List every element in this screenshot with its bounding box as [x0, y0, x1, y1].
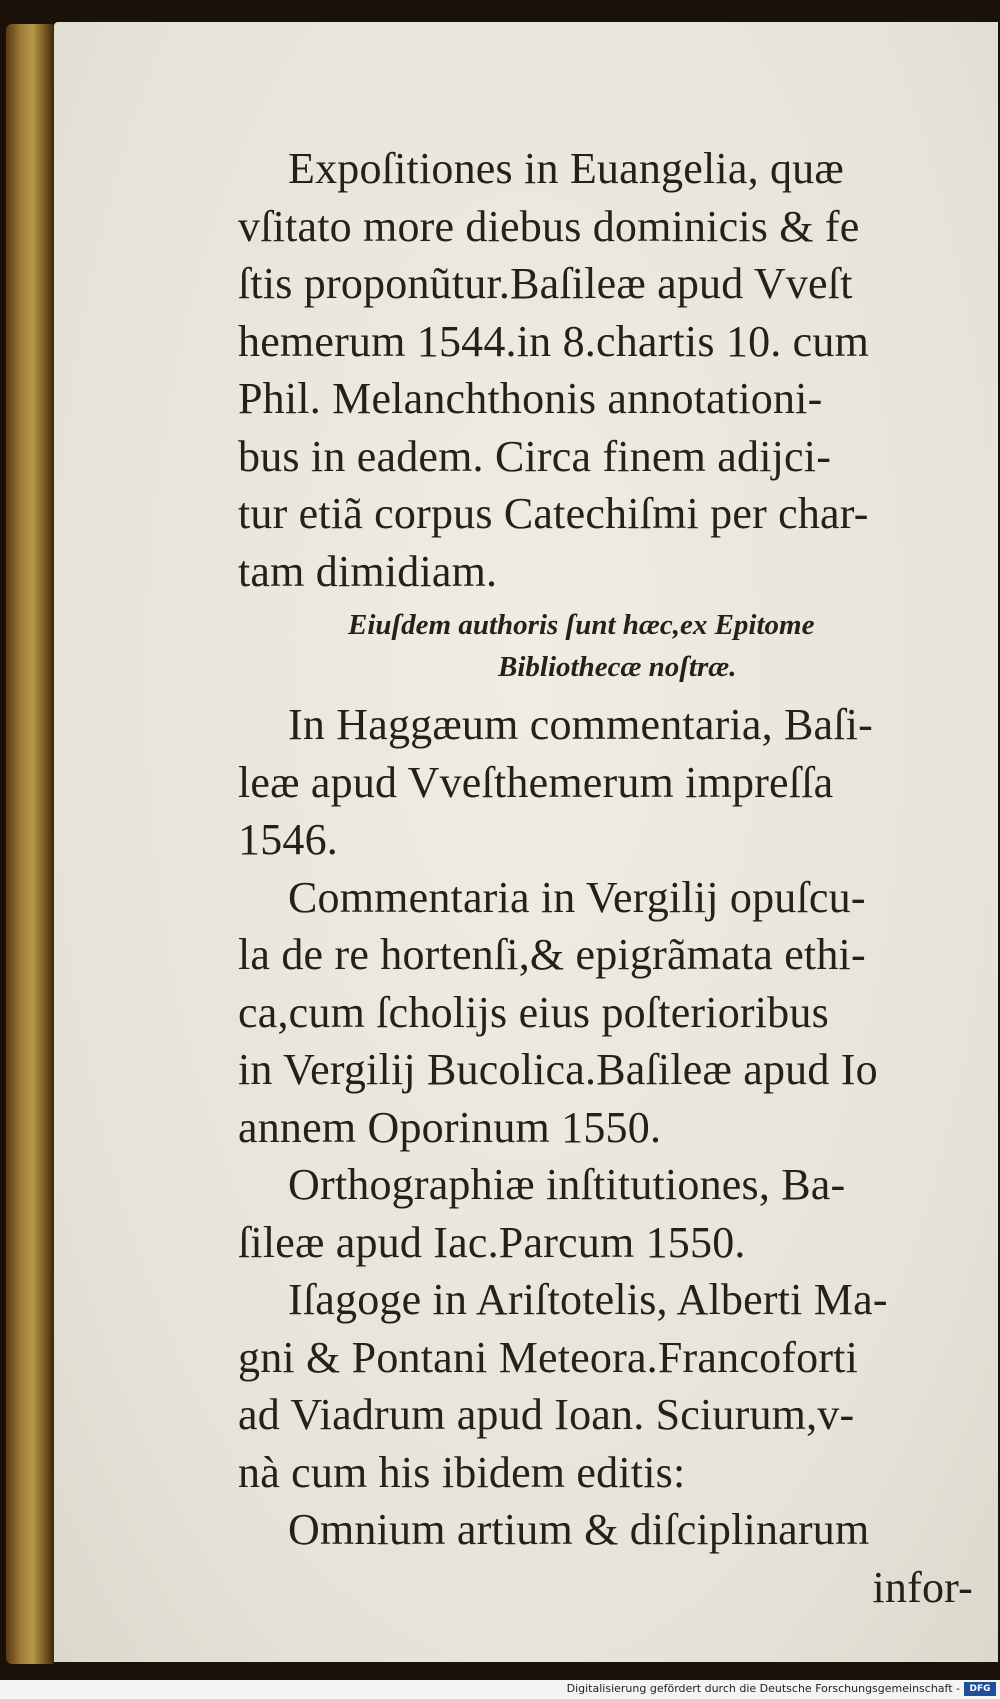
funding-credit: Digitalisierung gefördert durch die Deutsche Forschungsgemeinschaft -: [566, 1682, 960, 1695]
text-line: Phil. Melanchthonis annotationi-: [238, 374, 823, 423]
text-line: 1546.: [238, 815, 338, 864]
text-line: Orthographiæ inſtitutiones, Ba-: [288, 1160, 846, 1209]
text-line: gni & Pontani Meteora.Francoforti: [238, 1332, 859, 1382]
book-edge: [6, 24, 54, 1664]
text-line: Iſagoge in Ariſtotelis, Alberti Ma-: [288, 1275, 888, 1324]
text-line: nà cum his ibidem editis:: [238, 1447, 686, 1497]
text-line: Commentaria in Vergilij opuſcu-: [288, 872, 866, 922]
digitization-footer: [0, 1680, 1000, 1699]
text-line: ca,cum ſcholijs eius poſterioribus: [238, 987, 829, 1037]
section-heading: Eiuſdem authoris ſunt hæc,ex Epitome: [348, 609, 815, 641]
catchword: infor-: [872, 1562, 973, 1612]
text-line: annem Oporinum 1550.: [238, 1102, 662, 1152]
text-line: leæ apud Vveſthemerum impreſſa: [238, 757, 834, 807]
page-text: [238, 140, 973, 1616]
section-heading: Bibliothecæ noſtræ.: [498, 651, 737, 683]
text-line: ſileæ apud Iac.Parcum 1550.: [238, 1217, 746, 1267]
text-line: hemerum 1544.in 8.chartis 10. cum: [238, 316, 870, 366]
text-line: Expoſitiones in Euangelia, quæ: [288, 144, 844, 193]
dfg-logo-icon: DFG: [964, 1682, 996, 1696]
text-line: tam dimidiam.: [238, 546, 498, 596]
text-line: in Vergilij Bucolica.Baſileæ apud Io: [238, 1045, 878, 1094]
text-line: tur etiã corpus Catechiſmi per char-: [238, 489, 869, 538]
text-line: In Haggæum commentaria, Baſi-: [288, 700, 873, 749]
text-line: ad Viadrum apud Ioan. Sciurum,v-: [238, 1390, 855, 1439]
text-line: vſitato more diebus dominicis & fe: [238, 201, 860, 251]
text-line: bus in eadem. Circa finem adijci-: [238, 431, 832, 481]
text-line: la de re hortenſi,& epigrãmata ethi-: [238, 930, 866, 979]
text-line: ſtis proponũtur.Baſileæ apud Vveſt: [238, 259, 853, 308]
text-line: Omnium artium & diſciplinarum: [288, 1505, 870, 1554]
